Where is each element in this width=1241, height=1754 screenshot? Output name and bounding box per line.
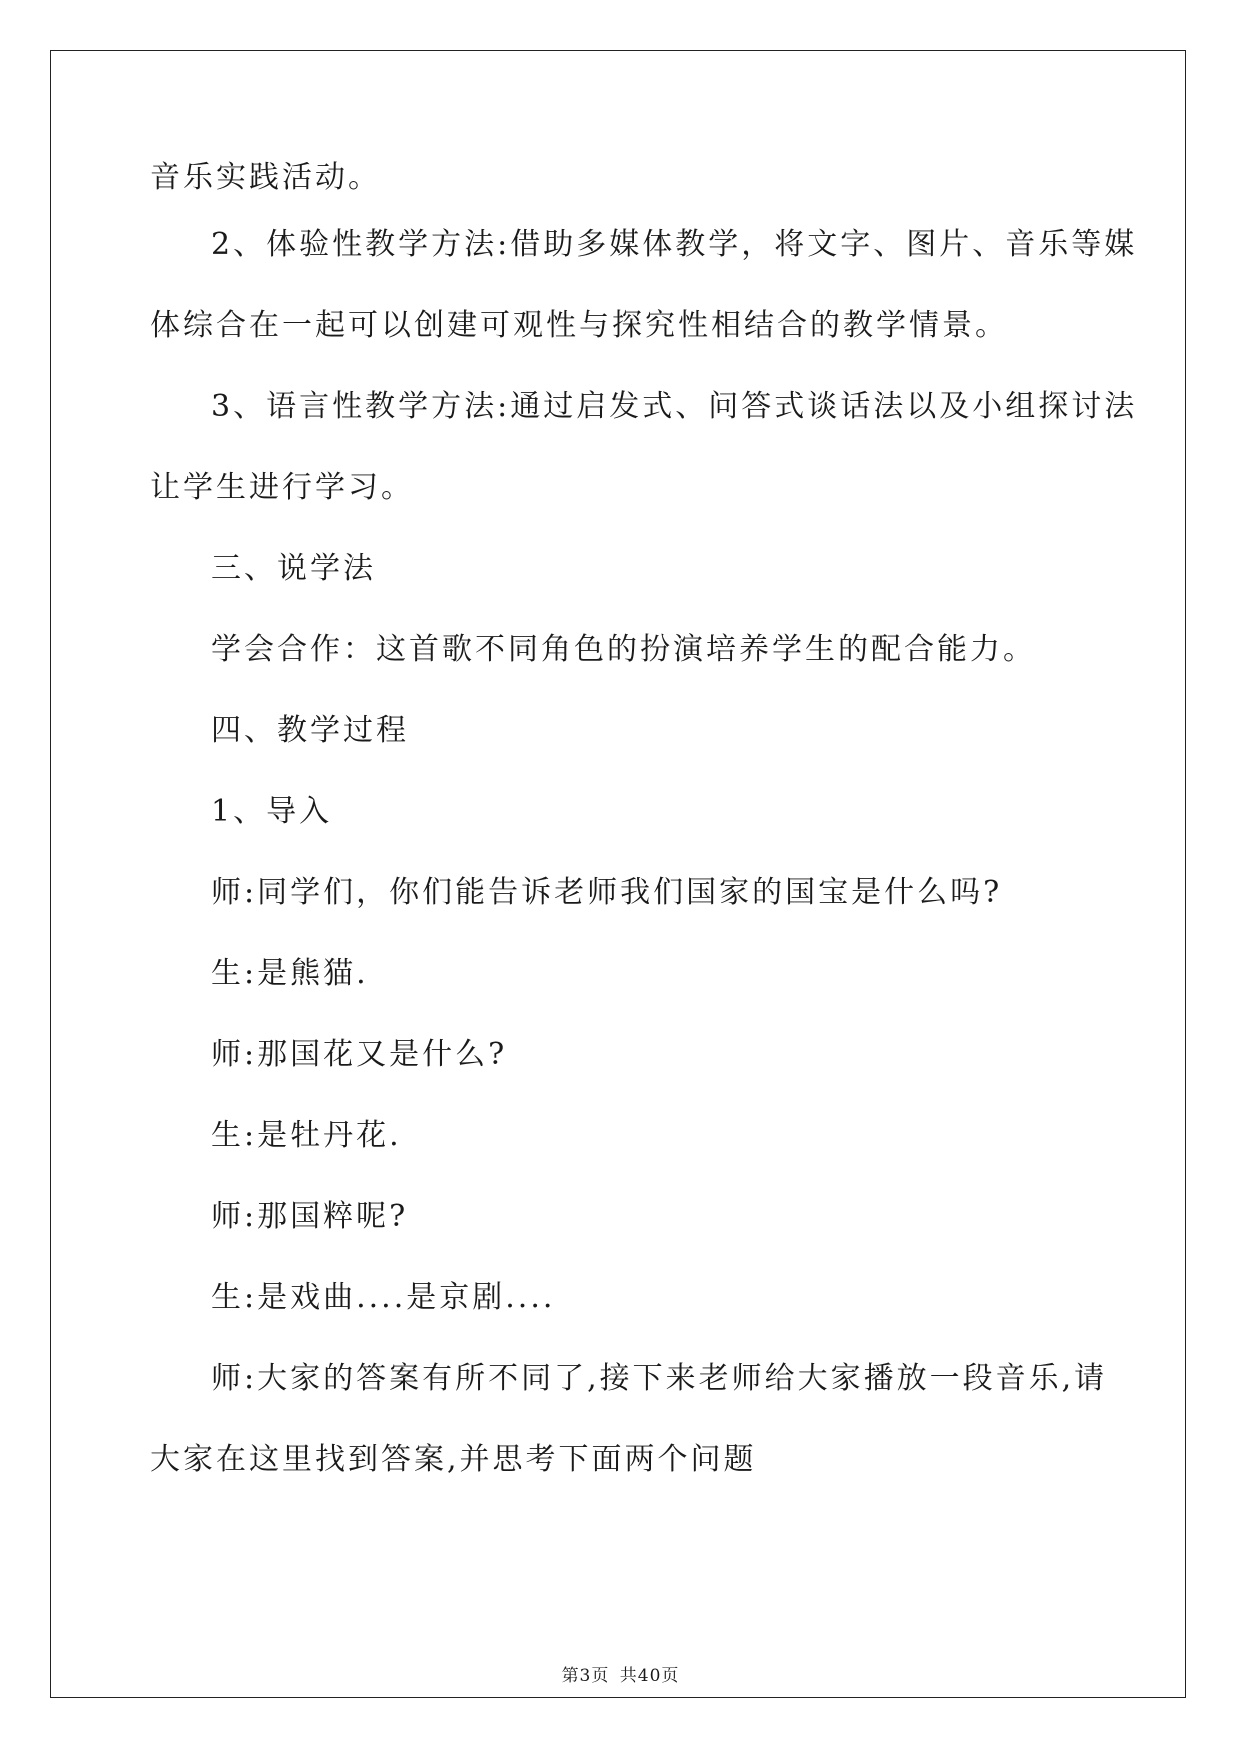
page-number: 第3页 <box>561 1666 610 1686</box>
page-footer <box>0 1661 1241 1686</box>
dialogue-line: 师:大家的答案有所不同了,接下来老师给大家播放一段音乐,请 <box>211 1361 1108 1396</box>
text-line: 3、语言性教学方法:通过启发式、问答式谈话法以及小组探讨法 <box>211 389 1138 424</box>
text-line: 学会合作：这首歌不同角色的扮演培养学生的配合能力。 <box>211 632 1036 667</box>
dialogue-line: 生:是熊猫. <box>211 956 369 991</box>
text-line: 让学生进行学习。 <box>150 470 414 505</box>
section-heading: 四、教学过程 <box>211 713 409 748</box>
dialogue-line: 师:同学们，你们能告诉老师我们国家的国宝是什么吗? <box>211 875 1003 910</box>
dialogue-line: 生:是戏曲....是京剧.... <box>211 1280 556 1315</box>
dialogue-line: 生:是牡丹花. <box>211 1118 402 1153</box>
text-line: 体综合在一起可以创建可观性与探究性相结合的教学情景。 <box>150 308 1008 343</box>
dialogue-line: 师:那国粹呢? <box>211 1199 409 1234</box>
section-heading: 三、说学法 <box>211 551 376 586</box>
dialogue-line: 师:那国花又是什么? <box>211 1037 508 1072</box>
text-line: 2、体验性教学方法:借助多媒体教学，将文字、图片、音乐等媒 <box>211 227 1138 262</box>
page-total: 共40页 <box>619 1666 680 1686</box>
text-line: 音乐实践活动。 <box>150 160 381 195</box>
dialogue-line: 大家在这里找到答案,并思考下面两个问题 <box>150 1442 757 1477</box>
sub-heading: 1、导入 <box>211 794 333 829</box>
